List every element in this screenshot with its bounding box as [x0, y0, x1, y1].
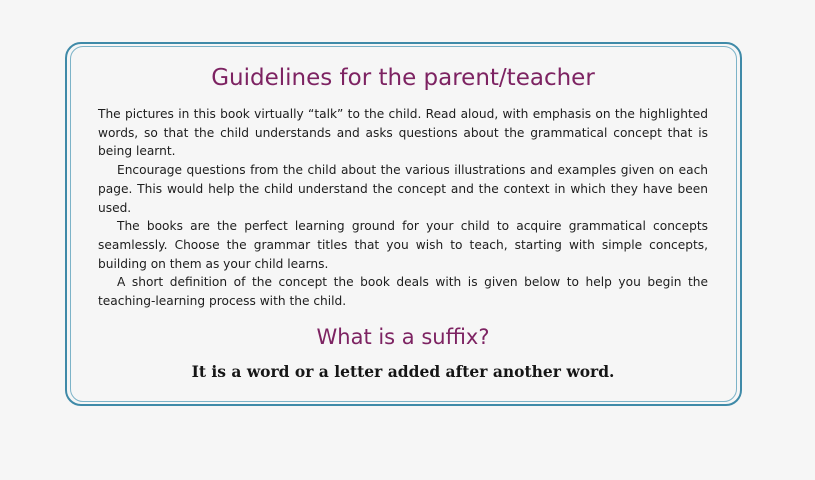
- paragraph-questions: Encourage questions from the child about the various illustrations and examples given on each page. This would help the child understand the concept and the context in which they have been used.: [98, 163, 708, 215]
- paragraph-learning-ground: The books are the perfect learning ground for your child to acquire grammatical concepts seamlessly. Choose the grammar titles that you wish to teach, starting with simple concepts, building on them as your child learns.: [98, 219, 708, 271]
- paragraph-intro: The pictures in this book virtually “talk” to the child. Read aloud, with emphasis on the highlighted words, so that the child understands and asks questions about the grammatical concept that is being learnt.: [98, 107, 708, 159]
- guidelines-box: [98, 62, 708, 383]
- definition-text: It is a word or a letter added after another word.: [191, 361, 615, 381]
- section-subtitle: What is a suffix?: [316, 324, 490, 349]
- page-title: Guidelines for the parent/teacher: [211, 65, 595, 91]
- paragraph-definition-intro: A short definition of the concept the book deals with is given below to help you begin the teaching-learning process with the child.: [98, 275, 708, 309]
